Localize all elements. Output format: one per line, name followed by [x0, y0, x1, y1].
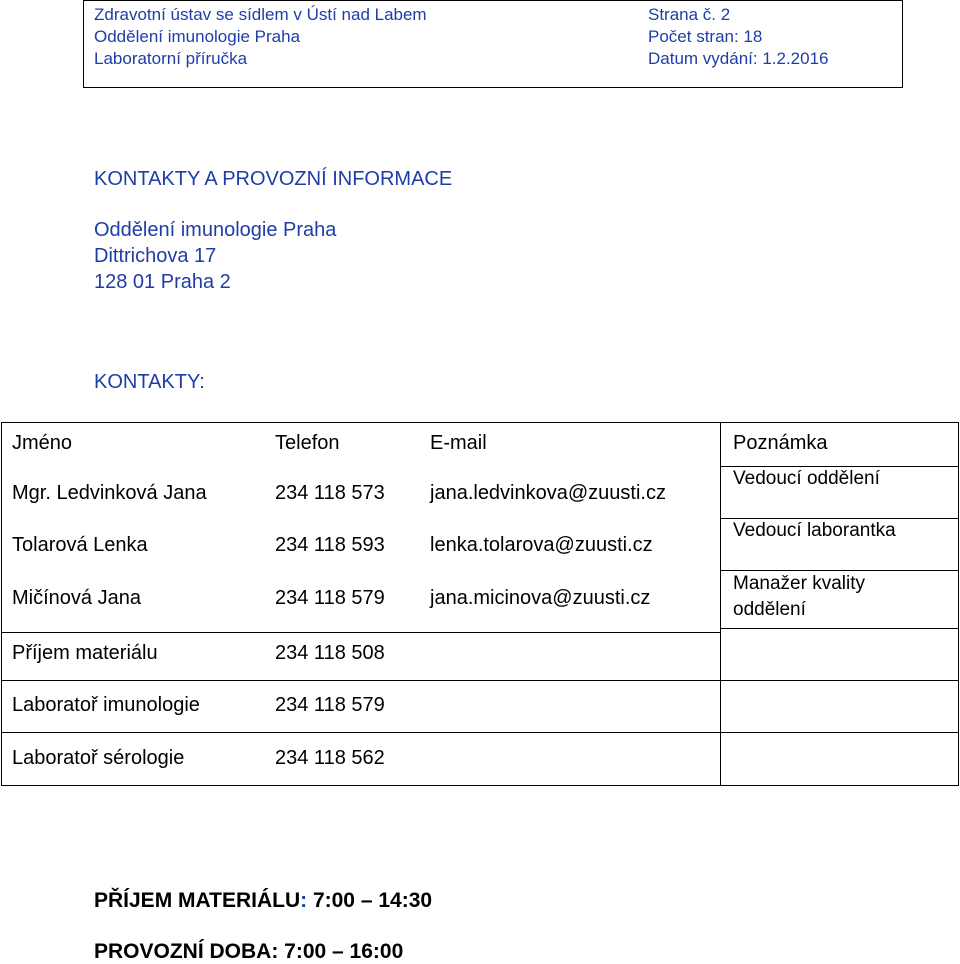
table-row-3-name: Mičínová Jana — [12, 587, 141, 609]
table-row-2-note: Vedoucí laborantka — [733, 520, 896, 541]
table-row-1-phone: 234 118 573 — [275, 482, 385, 504]
address-line-3: 128 01 Praha 2 — [94, 271, 231, 293]
table-row-4-name: Příjem materiálu — [12, 642, 158, 664]
header-doc-type: Laboratorní příručka — [94, 49, 248, 68]
header-note: Poznámka — [733, 432, 828, 454]
header-email: E-mail — [430, 432, 487, 454]
table-row-6-name: Laboratoř sérologie — [12, 747, 185, 769]
contacts-table — [1, 422, 959, 786]
table-row-1-name: Mgr. Ledvinková Jana — [12, 482, 207, 504]
header-institution: Zdravotní ústav se sídlem v Ústí nad Labem — [94, 5, 427, 24]
table-row-5-name: Laboratoř imunologie — [12, 694, 200, 716]
table-row-1-note: Vedoucí oddělení — [733, 468, 880, 489]
intake-time: 7:00 – 14:30 — [307, 889, 433, 912]
address-line-2: Dittrichova 17 — [94, 245, 217, 267]
header-issue-date: Datum vydání: 1.2.2016 — [648, 49, 829, 68]
table-row-2-phone: 234 118 593 — [275, 534, 385, 556]
table-row-3-email[interactable]: jana.micinova@zuusti.cz — [430, 587, 651, 609]
intake-label: PŘÍJEM MATERIÁLU — [94, 889, 301, 912]
table-row-5-phone: 234 118 579 — [275, 694, 385, 716]
table-row-1-email[interactable]: jana.ledvinkova@zuusti.cz — [430, 482, 666, 504]
header-page: Strana č. 2 — [648, 5, 731, 24]
intake-colon: : — [300, 889, 308, 912]
address-line-1: Oddělení imunologie Praha — [94, 219, 337, 241]
operating-hours: PROVOZNÍ DOBA: 7:00 – 16:00 — [94, 940, 404, 963]
table-row-6-phone: 234 118 562 — [275, 747, 385, 769]
table-row-3-phone: 234 118 579 — [275, 587, 385, 609]
contacts-heading: KONTAKTY: — [94, 371, 205, 393]
header-name: Jméno — [12, 432, 73, 454]
intake-hours — [94, 889, 432, 913]
document-header — [83, 0, 903, 88]
header-page-count: Počet stran: 18 — [648, 27, 763, 46]
page-title: KONTAKTY A PROVOZNÍ INFORMACE — [94, 168, 453, 190]
header-phone: Telefon — [275, 432, 340, 454]
table-row-2-name: Tolarová Lenka — [12, 534, 148, 556]
table-row-2-email[interactable]: lenka.tolarova@zuusti.cz — [430, 534, 653, 556]
header-department: Oddělení imunologie Praha — [94, 27, 301, 46]
table-row-3-note-line2: oddělení — [733, 599, 806, 620]
table-row-4-phone: 234 118 508 — [275, 642, 385, 664]
table-row-3-note-line1: Manažer kvality — [733, 573, 865, 594]
